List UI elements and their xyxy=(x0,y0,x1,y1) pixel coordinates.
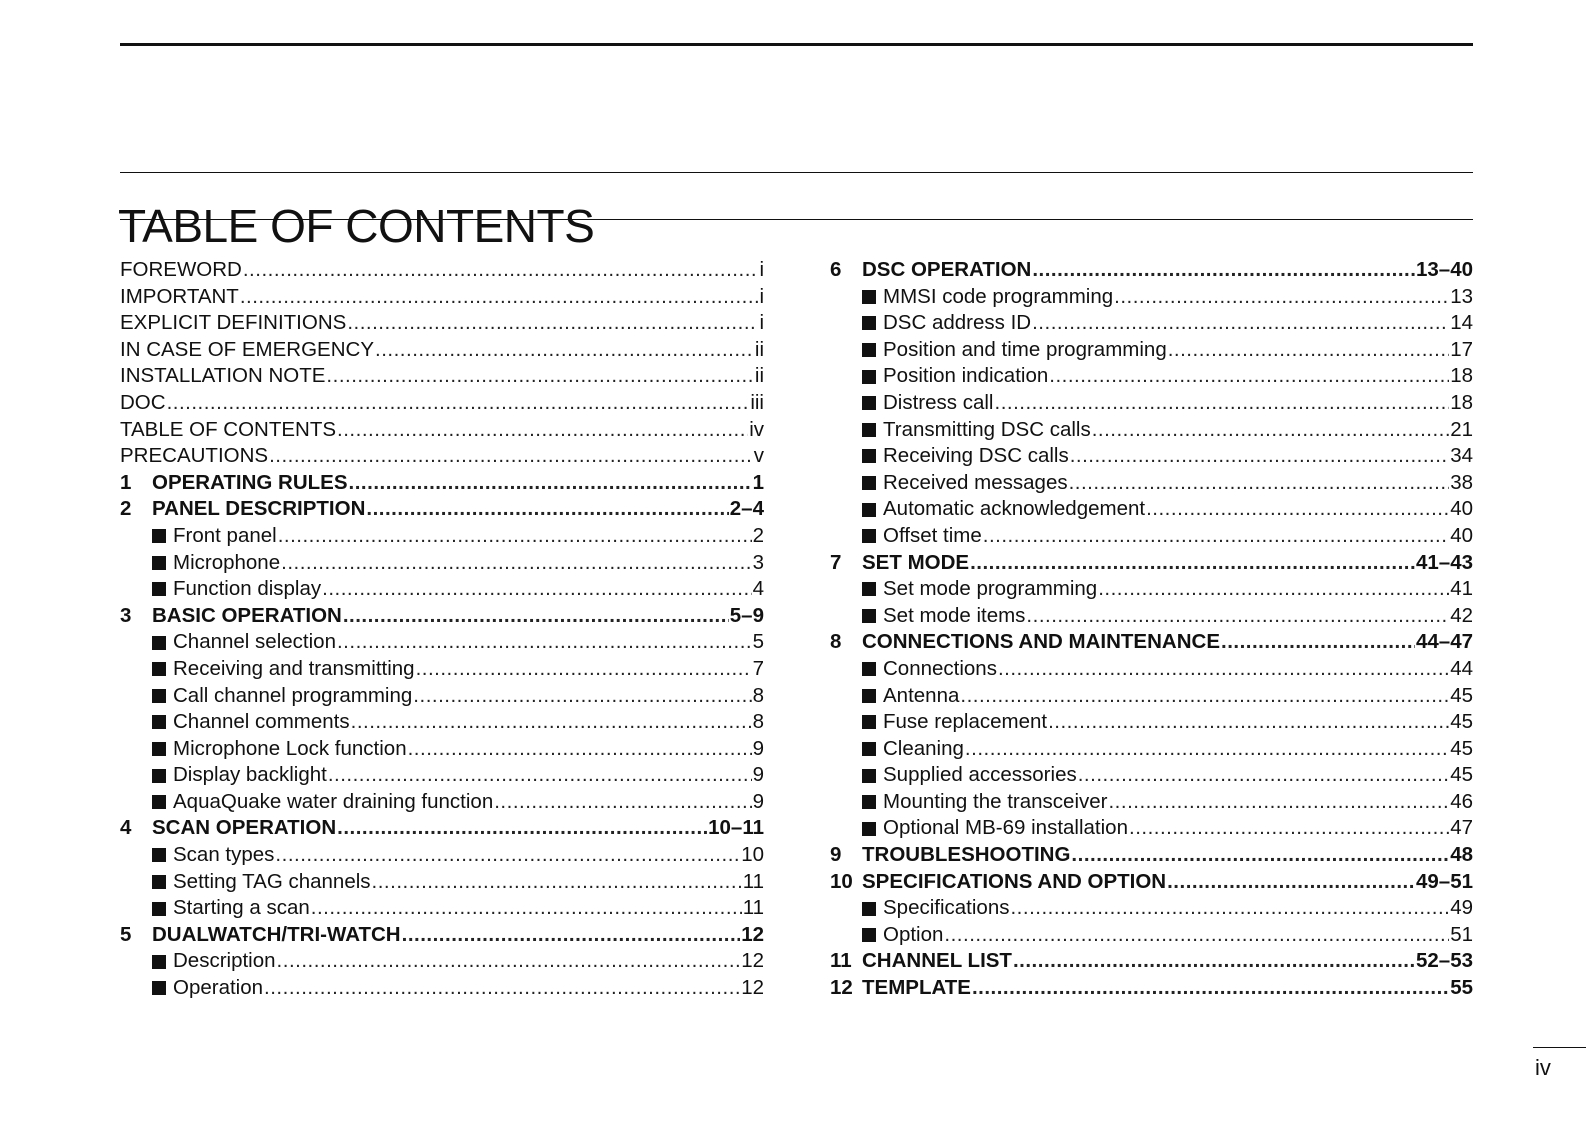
folio-rule xyxy=(1533,1047,1586,1048)
toc-entry[interactable] xyxy=(120,948,764,975)
entry-label: SPECIFICATIONS AND OPTION xyxy=(862,869,1167,893)
toc-entry[interactable] xyxy=(830,363,1473,390)
dot-leader xyxy=(1114,284,1449,311)
page-number: 11 xyxy=(742,896,764,920)
page-number: 5–9 xyxy=(729,603,764,627)
entry-label: Call channel programming xyxy=(173,683,413,707)
square-bullet-icon xyxy=(152,582,166,596)
toc-chapter-entry[interactable] xyxy=(120,603,764,630)
top-rule xyxy=(120,43,1473,46)
page-number: 45 xyxy=(1450,710,1473,734)
entry-label: INSTALLATION NOTE xyxy=(120,364,326,388)
square-bullet-icon xyxy=(152,955,166,969)
entry-label: DSC address ID xyxy=(883,311,1032,335)
dot-leader xyxy=(413,683,751,710)
page-number: 5 xyxy=(752,630,764,654)
dot-leader xyxy=(1013,948,1415,975)
toc-entry[interactable] xyxy=(120,417,764,444)
entry-label: PANEL DESCRIPTION xyxy=(152,497,366,521)
dot-leader xyxy=(1092,417,1449,444)
page-number: iv xyxy=(749,417,764,441)
square-bullet-icon xyxy=(862,449,876,463)
dot-leader xyxy=(1049,363,1449,390)
square-bullet-icon xyxy=(862,689,876,703)
dot-leader xyxy=(264,975,740,1002)
dot-leader xyxy=(1146,496,1449,523)
dot-leader xyxy=(347,310,758,337)
entry-label: Receiving DSC calls xyxy=(883,444,1069,468)
dot-leader xyxy=(1129,815,1449,842)
toc-chapter-entry[interactable] xyxy=(830,975,1473,1002)
square-bullet-icon xyxy=(152,769,166,783)
entry-label: FOREWORD xyxy=(120,258,242,281)
page-number: 21 xyxy=(1450,417,1473,441)
toc-entry[interactable] xyxy=(120,789,764,816)
dot-leader xyxy=(1032,310,1449,337)
entry-label: Receiving and transmitting xyxy=(173,656,415,680)
chapter-number: 10 xyxy=(830,869,853,893)
square-bullet-icon xyxy=(862,928,876,942)
page-number: 49–51 xyxy=(1415,869,1473,893)
toc-chapter-entry[interactable] xyxy=(120,815,764,842)
toc-entry[interactable] xyxy=(830,417,1473,444)
square-bullet-icon xyxy=(152,902,166,916)
chapter-number: 8 xyxy=(830,630,842,654)
toc-entry[interactable] xyxy=(830,576,1473,603)
entry-label: Description xyxy=(173,949,276,973)
page-number: 55 xyxy=(1450,976,1473,1000)
entry-label: SET MODE xyxy=(862,550,970,574)
page-number: ii xyxy=(754,364,764,388)
square-bullet-icon xyxy=(862,343,876,357)
page-number: 3 xyxy=(752,550,764,574)
toc-chapter-entry[interactable] xyxy=(120,470,764,497)
entry-label: Distress call xyxy=(883,390,994,414)
page-number: 12 xyxy=(741,922,764,946)
chapter-number: 6 xyxy=(830,258,842,281)
entry-label: Offset time xyxy=(883,523,982,547)
title-rule-top xyxy=(120,172,1473,173)
chapter-number: 11 xyxy=(830,949,852,973)
page-number: 9 xyxy=(752,789,764,813)
page-number: 18 xyxy=(1450,364,1473,388)
entry-label: Scan types xyxy=(173,843,275,867)
dot-leader xyxy=(494,789,751,816)
entry-label: AquaQuake water draining function xyxy=(173,789,494,813)
toc-entry[interactable] xyxy=(830,496,1473,523)
page-number: 12 xyxy=(741,949,764,973)
toc-entry[interactable] xyxy=(120,683,764,710)
toc-entry[interactable] xyxy=(830,284,1473,311)
square-bullet-icon xyxy=(862,822,876,836)
square-bullet-icon xyxy=(152,636,166,650)
square-bullet-icon xyxy=(862,609,876,623)
square-bullet-icon xyxy=(862,529,876,543)
dot-leader xyxy=(337,815,707,842)
dot-leader xyxy=(1069,470,1450,497)
page-number: 45 xyxy=(1450,763,1473,787)
dot-leader xyxy=(1048,709,1449,736)
dot-leader xyxy=(322,576,751,603)
dot-leader xyxy=(278,523,752,550)
entry-label: Front panel xyxy=(173,523,277,547)
toc-entry[interactable] xyxy=(830,762,1473,789)
toc-entry[interactable] xyxy=(120,895,764,922)
chapter-number: 9 xyxy=(830,843,842,867)
toc-entry[interactable] xyxy=(830,603,1473,630)
dot-leader xyxy=(1032,257,1415,284)
toc-entry[interactable] xyxy=(120,975,764,1002)
entry-label: CHANNEL LIST xyxy=(862,949,1012,973)
toc-entry[interactable] xyxy=(830,470,1473,497)
entry-label: PRECAUTIONS xyxy=(120,444,269,468)
toc-entry[interactable] xyxy=(830,736,1473,763)
toc-entry[interactable] xyxy=(120,363,764,390)
page-number: 14 xyxy=(1450,311,1473,335)
entry-label: Antenna xyxy=(883,683,960,707)
dot-leader xyxy=(337,417,748,444)
square-bullet-icon xyxy=(862,715,876,729)
entry-label: DOC xyxy=(120,390,166,414)
chapter-number: 4 xyxy=(120,816,132,840)
toc-entry[interactable] xyxy=(120,656,764,683)
toc-entry[interactable] xyxy=(830,337,1473,364)
page-number: 51 xyxy=(1450,922,1473,946)
toc-right-column xyxy=(830,257,1473,1002)
dot-leader xyxy=(408,736,752,763)
dot-leader xyxy=(995,390,1450,417)
dot-leader xyxy=(349,470,752,497)
page-number: 12 xyxy=(741,976,764,1000)
chapter-number: 3 xyxy=(120,603,132,627)
dot-leader xyxy=(402,922,741,949)
chapter-number: 5 xyxy=(120,922,132,946)
entry-label: Supplied accessories xyxy=(883,763,1077,787)
page-number: 49 xyxy=(1450,896,1473,920)
square-bullet-icon xyxy=(862,476,876,490)
dot-leader xyxy=(1098,576,1449,603)
title-rule-bottom xyxy=(120,219,1473,220)
entry-label: CONNECTIONS AND MAINTENANCE xyxy=(862,630,1220,654)
toc-entry[interactable] xyxy=(120,869,764,896)
entry-label: DUALWATCH/TRI-WATCH xyxy=(152,922,401,946)
dot-leader xyxy=(983,523,1449,550)
entry-label: Setting TAG channels xyxy=(173,869,371,893)
dot-leader xyxy=(167,390,750,417)
square-bullet-icon xyxy=(152,556,166,570)
dot-leader xyxy=(311,895,742,922)
page-number: 13–40 xyxy=(1415,258,1473,281)
square-bullet-icon xyxy=(862,742,876,756)
toc-chapter-entry[interactable] xyxy=(830,629,1473,656)
page-number: 42 xyxy=(1450,603,1473,627)
dot-leader xyxy=(1108,789,1449,816)
dot-leader xyxy=(1167,869,1415,896)
square-bullet-icon xyxy=(862,316,876,330)
toc-entry[interactable] xyxy=(120,257,764,284)
square-bullet-icon xyxy=(862,290,876,304)
toc-entry[interactable] xyxy=(830,922,1473,949)
toc-chapter-entry[interactable] xyxy=(120,922,764,949)
toc-entry[interactable] xyxy=(120,284,764,311)
square-bullet-icon xyxy=(862,396,876,410)
chapter-number: 2 xyxy=(120,497,132,521)
toc-entry[interactable] xyxy=(830,390,1473,417)
entry-label: Set mode programming xyxy=(883,577,1098,601)
entry-label: Connections xyxy=(883,656,997,680)
dot-leader xyxy=(1071,842,1449,869)
page-number: ii xyxy=(754,337,764,361)
toc-entry[interactable] xyxy=(830,683,1473,710)
entry-label: IMPORTANT xyxy=(120,284,239,308)
page-number: 9 xyxy=(752,763,764,787)
square-bullet-icon xyxy=(152,848,166,862)
square-bullet-icon xyxy=(152,875,166,889)
square-bullet-icon xyxy=(862,582,876,596)
square-bullet-icon xyxy=(862,423,876,437)
entry-label: Fuse replacement xyxy=(883,710,1048,734)
entry-label: Specifications xyxy=(883,896,1010,920)
square-bullet-icon xyxy=(152,715,166,729)
toc-chapter-entry[interactable] xyxy=(830,257,1473,284)
entry-label: DSC OPERATION xyxy=(862,258,1032,281)
page-number: 8 xyxy=(752,683,764,707)
chapter-number: 12 xyxy=(830,976,853,1000)
toc-entry[interactable] xyxy=(120,629,764,656)
square-bullet-icon xyxy=(152,795,166,809)
toc-entry[interactable] xyxy=(830,443,1473,470)
toc-chapter-entry[interactable] xyxy=(830,550,1473,577)
page-number: 10–11 xyxy=(708,816,764,840)
toc-left-column xyxy=(120,257,764,1002)
page-number: v xyxy=(753,444,764,468)
entry-label: Transmitting DSC calls xyxy=(883,417,1091,441)
entry-label: OPERATING RULES xyxy=(152,470,348,494)
page-number: 41–43 xyxy=(1415,550,1473,574)
entry-label: Channel comments xyxy=(173,710,350,734)
page-number: 17 xyxy=(1450,337,1473,361)
dot-leader xyxy=(1221,629,1415,656)
square-bullet-icon xyxy=(152,529,166,543)
square-bullet-icon xyxy=(862,370,876,384)
dot-leader xyxy=(281,550,751,577)
dot-leader xyxy=(1070,443,1449,470)
page-number: 13 xyxy=(1450,284,1473,308)
page-number: 47 xyxy=(1450,816,1473,840)
toc-entry[interactable] xyxy=(830,656,1473,683)
toc-entry[interactable] xyxy=(120,736,764,763)
entry-label: EXPLICIT DEFINITIONS xyxy=(120,311,347,335)
toc-chapter-entry[interactable] xyxy=(120,496,764,523)
dot-leader xyxy=(416,656,752,683)
entry-label: Microphone xyxy=(173,550,281,574)
toc-entry[interactable] xyxy=(120,337,764,364)
entry-label: Received messages xyxy=(883,470,1068,494)
page-number: 2–4 xyxy=(729,497,764,521)
page-number: 41 xyxy=(1450,577,1473,601)
dot-leader xyxy=(326,363,753,390)
page-number: 40 xyxy=(1450,497,1473,521)
dot-leader xyxy=(960,683,1449,710)
page-number: i xyxy=(759,311,764,335)
dot-leader xyxy=(269,443,753,470)
square-bullet-icon xyxy=(152,981,166,995)
square-bullet-icon xyxy=(152,742,166,756)
dot-leader xyxy=(366,496,728,523)
page-number: 4 xyxy=(752,577,764,601)
toc-entry[interactable] xyxy=(830,895,1473,922)
dot-leader xyxy=(243,257,759,284)
entry-label: Display backlight xyxy=(173,763,327,787)
entry-label: Set mode items xyxy=(883,603,1026,627)
toc-entry[interactable] xyxy=(120,443,764,470)
page-number: i xyxy=(759,284,764,308)
page-folio: iv xyxy=(1535,1055,1551,1080)
entry-label: BASIC OPERATION xyxy=(152,603,342,627)
dot-leader xyxy=(337,629,752,656)
toc-entry[interactable] xyxy=(830,709,1473,736)
entry-label: Microphone Lock function xyxy=(173,736,407,760)
entry-label: Cleaning xyxy=(883,736,964,760)
entry-label: Optional MB-69 installation xyxy=(883,816,1128,840)
page-number: 1 xyxy=(752,470,764,494)
dot-leader xyxy=(970,550,1415,577)
entry-label: Function display xyxy=(173,577,322,601)
toc-entry[interactable] xyxy=(120,709,764,736)
toc-entry[interactable] xyxy=(120,390,764,417)
square-bullet-icon xyxy=(862,902,876,916)
entry-label: MMSI code programming xyxy=(883,284,1114,308)
entry-label: TROUBLESHOOTING xyxy=(862,843,1071,867)
page-number: 45 xyxy=(1450,683,1473,707)
entry-label: Position and time programming xyxy=(883,337,1167,361)
dot-leader xyxy=(1010,895,1449,922)
toc-entry[interactable] xyxy=(830,789,1473,816)
toc-entry[interactable] xyxy=(120,550,764,577)
toc-entry[interactable] xyxy=(120,576,764,603)
entry-label: Automatic acknowledgement xyxy=(883,497,1146,521)
toc-chapter-entry[interactable] xyxy=(830,842,1473,869)
chapter-number: 7 xyxy=(830,550,842,574)
page-number: iii xyxy=(750,390,764,414)
entry-label: Operation xyxy=(173,976,264,1000)
page-number: 46 xyxy=(1450,789,1473,813)
dot-leader xyxy=(351,709,752,736)
toc-entry[interactable] xyxy=(120,310,764,337)
entry-label: Channel selection xyxy=(173,630,336,654)
square-bullet-icon xyxy=(152,662,166,676)
page-number: 40 xyxy=(1450,523,1473,547)
toc-entry[interactable] xyxy=(120,842,764,869)
dot-leader xyxy=(972,975,1449,1002)
toc-entry[interactable] xyxy=(830,523,1473,550)
dot-leader xyxy=(1026,603,1449,630)
dot-leader xyxy=(1168,337,1449,364)
entry-label: Starting a scan xyxy=(173,896,310,920)
dot-leader xyxy=(240,284,759,311)
entry-label: TEMPLATE xyxy=(862,976,971,1000)
square-bullet-icon xyxy=(862,503,876,517)
dot-leader xyxy=(328,762,752,789)
page-number: 44 xyxy=(1450,656,1473,680)
chapter-number: 1 xyxy=(120,470,132,494)
page-number: 8 xyxy=(752,710,764,734)
dot-leader xyxy=(944,922,1449,949)
toc-entry[interactable] xyxy=(120,523,764,550)
toc-entry[interactable] xyxy=(830,310,1473,337)
entry-label: Option xyxy=(883,922,944,946)
page-number: i xyxy=(759,258,764,281)
square-bullet-icon xyxy=(862,795,876,809)
page-number: 48 xyxy=(1450,843,1473,867)
square-bullet-icon xyxy=(862,769,876,783)
dot-leader xyxy=(277,948,741,975)
page-number: 45 xyxy=(1450,736,1473,760)
square-bullet-icon xyxy=(152,689,166,703)
page-title: TABLE OF CONTENTS xyxy=(118,199,595,252)
dot-leader xyxy=(1078,762,1449,789)
dot-leader xyxy=(275,842,740,869)
page-number: 2 xyxy=(752,523,764,547)
toc-entry[interactable] xyxy=(830,815,1473,842)
toc-chapter-entry[interactable] xyxy=(830,869,1473,896)
toc-chapter-entry[interactable] xyxy=(830,948,1473,975)
entry-label: Mounting the transceiver xyxy=(883,789,1108,813)
entry-label: SCAN OPERATION xyxy=(152,816,337,840)
page-number: 11 xyxy=(742,869,764,893)
toc-entry[interactable] xyxy=(120,762,764,789)
square-bullet-icon xyxy=(862,662,876,676)
entry-label: IN CASE OF EMERGENCY xyxy=(120,337,375,361)
page-number: 18 xyxy=(1450,390,1473,414)
dot-leader xyxy=(998,656,1449,683)
page-number: 7 xyxy=(752,656,764,680)
dot-leader xyxy=(965,736,1449,763)
page-number: 9 xyxy=(752,736,764,760)
page-number: 34 xyxy=(1450,444,1473,468)
page-number: 44–47 xyxy=(1415,630,1473,654)
dot-leader xyxy=(375,337,754,364)
page-number: 10 xyxy=(741,843,764,867)
dot-leader xyxy=(372,869,742,896)
page-number: 38 xyxy=(1450,470,1473,494)
entry-label: TABLE OF CONTENTS xyxy=(120,417,337,441)
dot-leader xyxy=(343,603,729,630)
entry-label: Position indication xyxy=(883,364,1049,388)
page-number: 52–53 xyxy=(1415,949,1473,973)
